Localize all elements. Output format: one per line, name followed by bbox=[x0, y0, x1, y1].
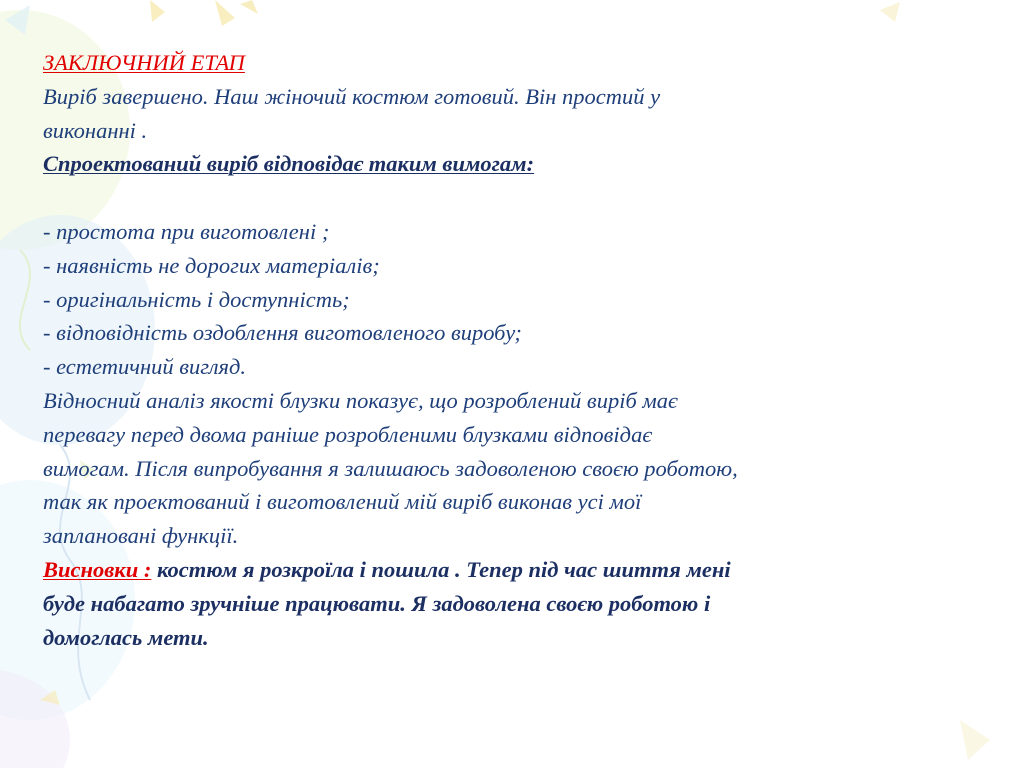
conclusion-line: буде набагато зручніше працювати. Я задоволена своєю роботою і bbox=[43, 590, 711, 616]
analysis-line: перевагу перед двома раніше розробленими блузками відповідає bbox=[43, 421, 653, 447]
intro-line: виконанні . bbox=[43, 117, 148, 143]
requirement-item: - наявність не дорогих матеріалів; bbox=[43, 252, 380, 278]
requirement-item: - відповідність оздоблення виготовленого виробу; bbox=[43, 320, 522, 346]
slide-title: ЗАКЛЮЧНИЙ ЕТАП bbox=[43, 50, 245, 75]
intro-line: Виріб завершено. Наш жіночий костюм готовий. Він простий у bbox=[43, 83, 661, 109]
analysis-line: заплановані функції. bbox=[43, 523, 239, 549]
conclusion-line bbox=[43, 553, 973, 587]
requirement-item: - простота при виготовлені ; bbox=[43, 218, 330, 244]
analysis-line: Відносний аналіз якості блузки показує, що розроблений виріб має bbox=[43, 387, 678, 413]
conclusion-line: домоглась мети. bbox=[43, 624, 209, 650]
confetti-shape bbox=[215, 0, 235, 26]
conclusion-label: Висновки : bbox=[43, 556, 152, 582]
requirement-item: - естетичний вигляд. bbox=[43, 354, 247, 380]
analysis-line: вимогам. Після випробування я залишаюсь задоволеною своєю роботою, bbox=[43, 455, 738, 481]
confetti-shape bbox=[880, 2, 900, 22]
slide-content bbox=[43, 46, 973, 654]
analysis-line: так як проектований і виготовлений мій виріб виконав усі мої bbox=[43, 489, 642, 515]
conclusion-text: костюм я розкроїла і пошила . Тепер під час шиття мені bbox=[151, 556, 731, 582]
confetti-shape bbox=[240, 0, 258, 14]
requirement-item: - оригінальність і доступність; bbox=[43, 286, 350, 312]
requirements-heading: Спроектований виріб відповідає таким вимогам: bbox=[43, 151, 535, 177]
blank-line bbox=[43, 181, 973, 215]
confetti-shape bbox=[960, 720, 990, 760]
confetti-shape bbox=[150, 0, 165, 22]
